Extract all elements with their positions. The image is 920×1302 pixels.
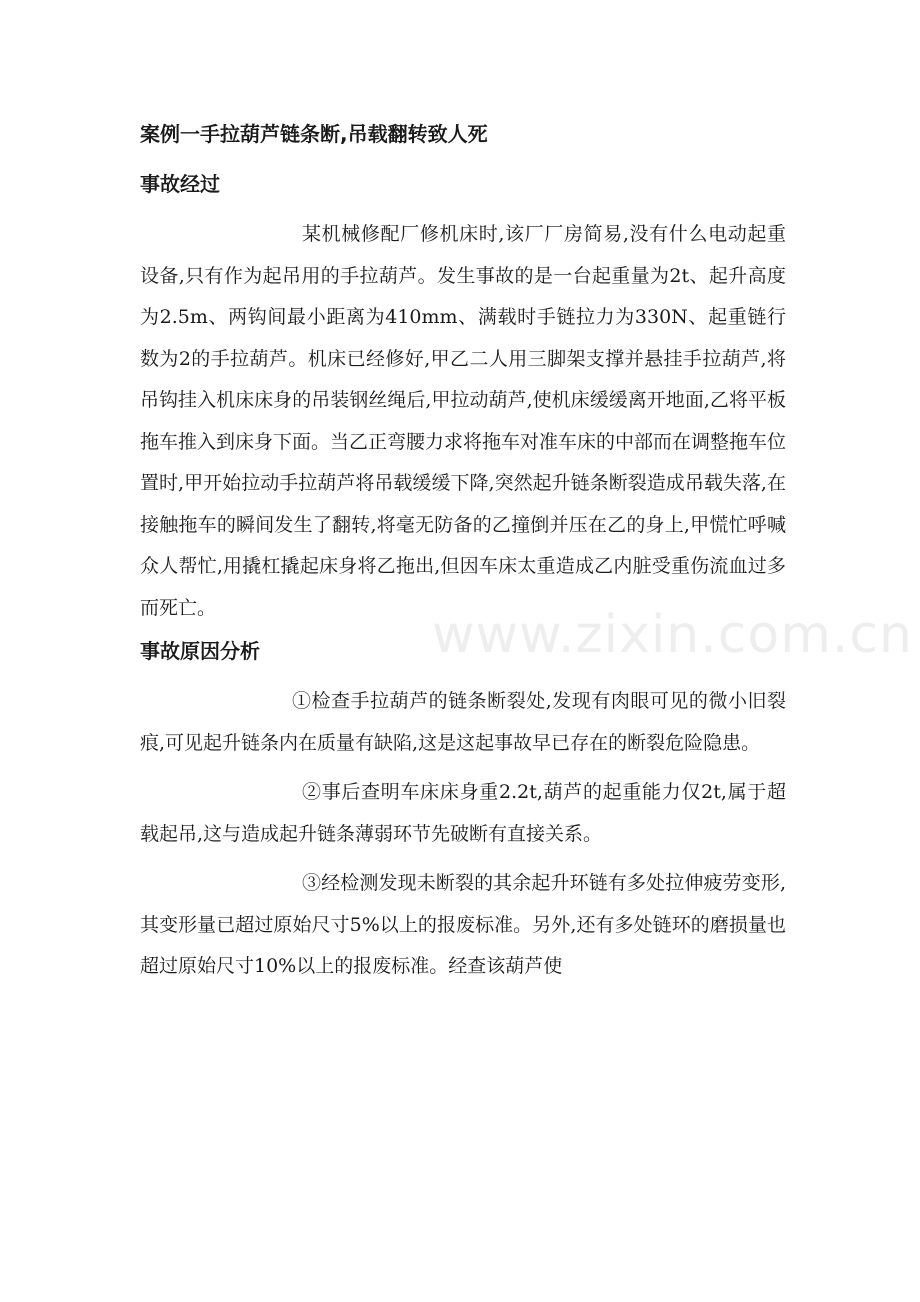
document-page xyxy=(140,110,786,996)
watermark: www.zixin.com.cn xyxy=(432,605,913,665)
document-title: 案例一手拉葫芦链条断,吊载翻转致人死 xyxy=(140,122,488,146)
cause-item-2: ②事后查明车床床身重2.2t,葫芦的起重能力仅2t,属于超载起吊,这与造成起升链条薄弱环节先破断有直接关系。 xyxy=(140,781,786,845)
accident-process-paragraph: 某机械修配厂修机床时,该厂厂房简易,没有什么电动起重设备,只有作为起吊用的手拉葫芦。发生事故的是一台起重量为2t、起升高度为2.5m、两钩间最小距离为410mm、满载时手链拉力为330N、起重链行数为2的手拉葫芦。机床已经修好,甲乙二人用三脚架支撑并悬挂手拉葫芦,将吊钩挂入机床床身的吊装钢丝绳后,甲拉动葫芦,使机床缓缓离开地面,乙将平板拖车推入到床身下面。当乙正弯腰力求将拖车对准车床的中部而在调整拖车位置时,甲开始拉动手拉葫芦将吊载缓缓下降,突然起升链条断裂造成吊载失落,在接触拖车的瞬间发生了翻转,将毫无防备的乙撞倒并压在乙的身上,甲慌忙呼喊众人帮忙,用撬杠撬起床身将乙拖出,但因车床太重造成乙内脏受重伤流血过多而死亡。 xyxy=(140,223,787,619)
cause-item-1: ①检查手拉葫芦的链条断裂处,发现有肉眼可见的微小旧裂痕,可见起升链条内在质量有缺陷,这是这起事故早已存在的断裂危险隐患。 xyxy=(140,690,786,754)
cause-item-3: ③经检测发现未断裂的其余起升环链有多处拉伸疲劳变形,其变形量已超过原始尺寸5%以上的报废标准。另外,还有多处链环的磨损量也超过原始尺寸10%以上的报废标准。经查该葫芦使 xyxy=(140,872,786,977)
section-heading-accident-process: 事故经过 xyxy=(140,172,220,196)
section-heading-cause-analysis: 事故原因分析 xyxy=(140,639,260,663)
